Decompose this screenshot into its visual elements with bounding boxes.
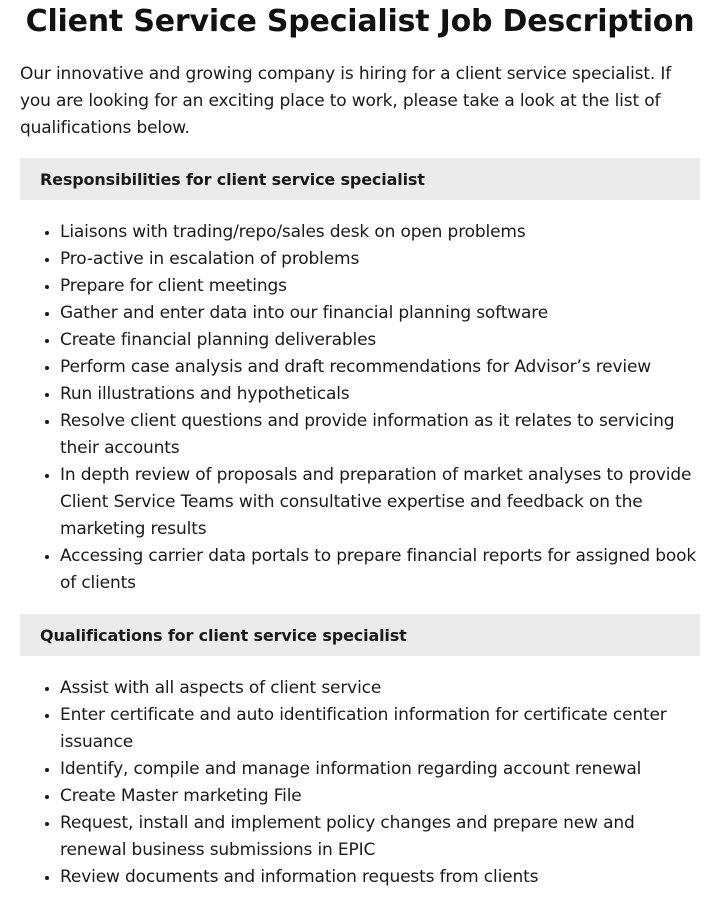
list-item: • Create financial planning deliverables bbox=[60, 327, 700, 354]
list-item: • Gather and enter data into our financial planning software bbox=[60, 300, 700, 327]
list-item: • Request, install and implement policy changes and prepare new and renewal business submissions in EPIC bbox=[60, 810, 700, 864]
list-item: • Assist with all aspects of client service bbox=[60, 675, 700, 702]
list-item: • Prepare for client meetings bbox=[60, 273, 700, 300]
list-item: • Accessing carrier data portals to prepare financial reports for assigned book of clients bbox=[60, 543, 700, 597]
responsibilities-heading-label: Responsibilities for client service specialist bbox=[40, 169, 425, 189]
intro-paragraph: Our innovative and growing company is hiring for a client service specialist. If you are looking for an exciting place to work, please take a look at the list of qualifications below. bbox=[20, 64, 672, 138]
list-item: • Enter certificate and auto identification information for certificate center issuance bbox=[60, 702, 700, 756]
list-item: • In depth review of proposals and preparation of market analyses to provide Client Service Teams with consultative expertise and feedback on the marketing results bbox=[60, 462, 700, 543]
list-item: • Create Master marketing File bbox=[60, 783, 700, 810]
list-item: • Pro-active in escalation of problems bbox=[60, 246, 700, 273]
responsibilities-list bbox=[20, 219, 700, 597]
page-title: Client Service Specialist Job Description bbox=[25, 4, 695, 39]
list-item: • Review documents and information requests from clients bbox=[60, 864, 700, 891]
list-item: • Resolve client questions and provide information as it relates to servicing their accounts bbox=[60, 408, 700, 462]
qualifications-heading-label: Qualifications for client service specialist bbox=[40, 625, 407, 645]
list-item: • Liaisons with trading/repo/sales desk on open problems bbox=[60, 219, 700, 246]
list-item: • Identify, compile and manage information regarding account renewal bbox=[60, 756, 700, 783]
responsibilities-heading bbox=[20, 158, 700, 200]
qualifications-list bbox=[20, 675, 700, 891]
list-item: • Perform case analysis and draft recommendations for Advisor’s review bbox=[60, 354, 700, 381]
list-item: • Run illustrations and hypotheticals bbox=[60, 381, 700, 408]
qualifications-heading bbox=[20, 614, 700, 656]
